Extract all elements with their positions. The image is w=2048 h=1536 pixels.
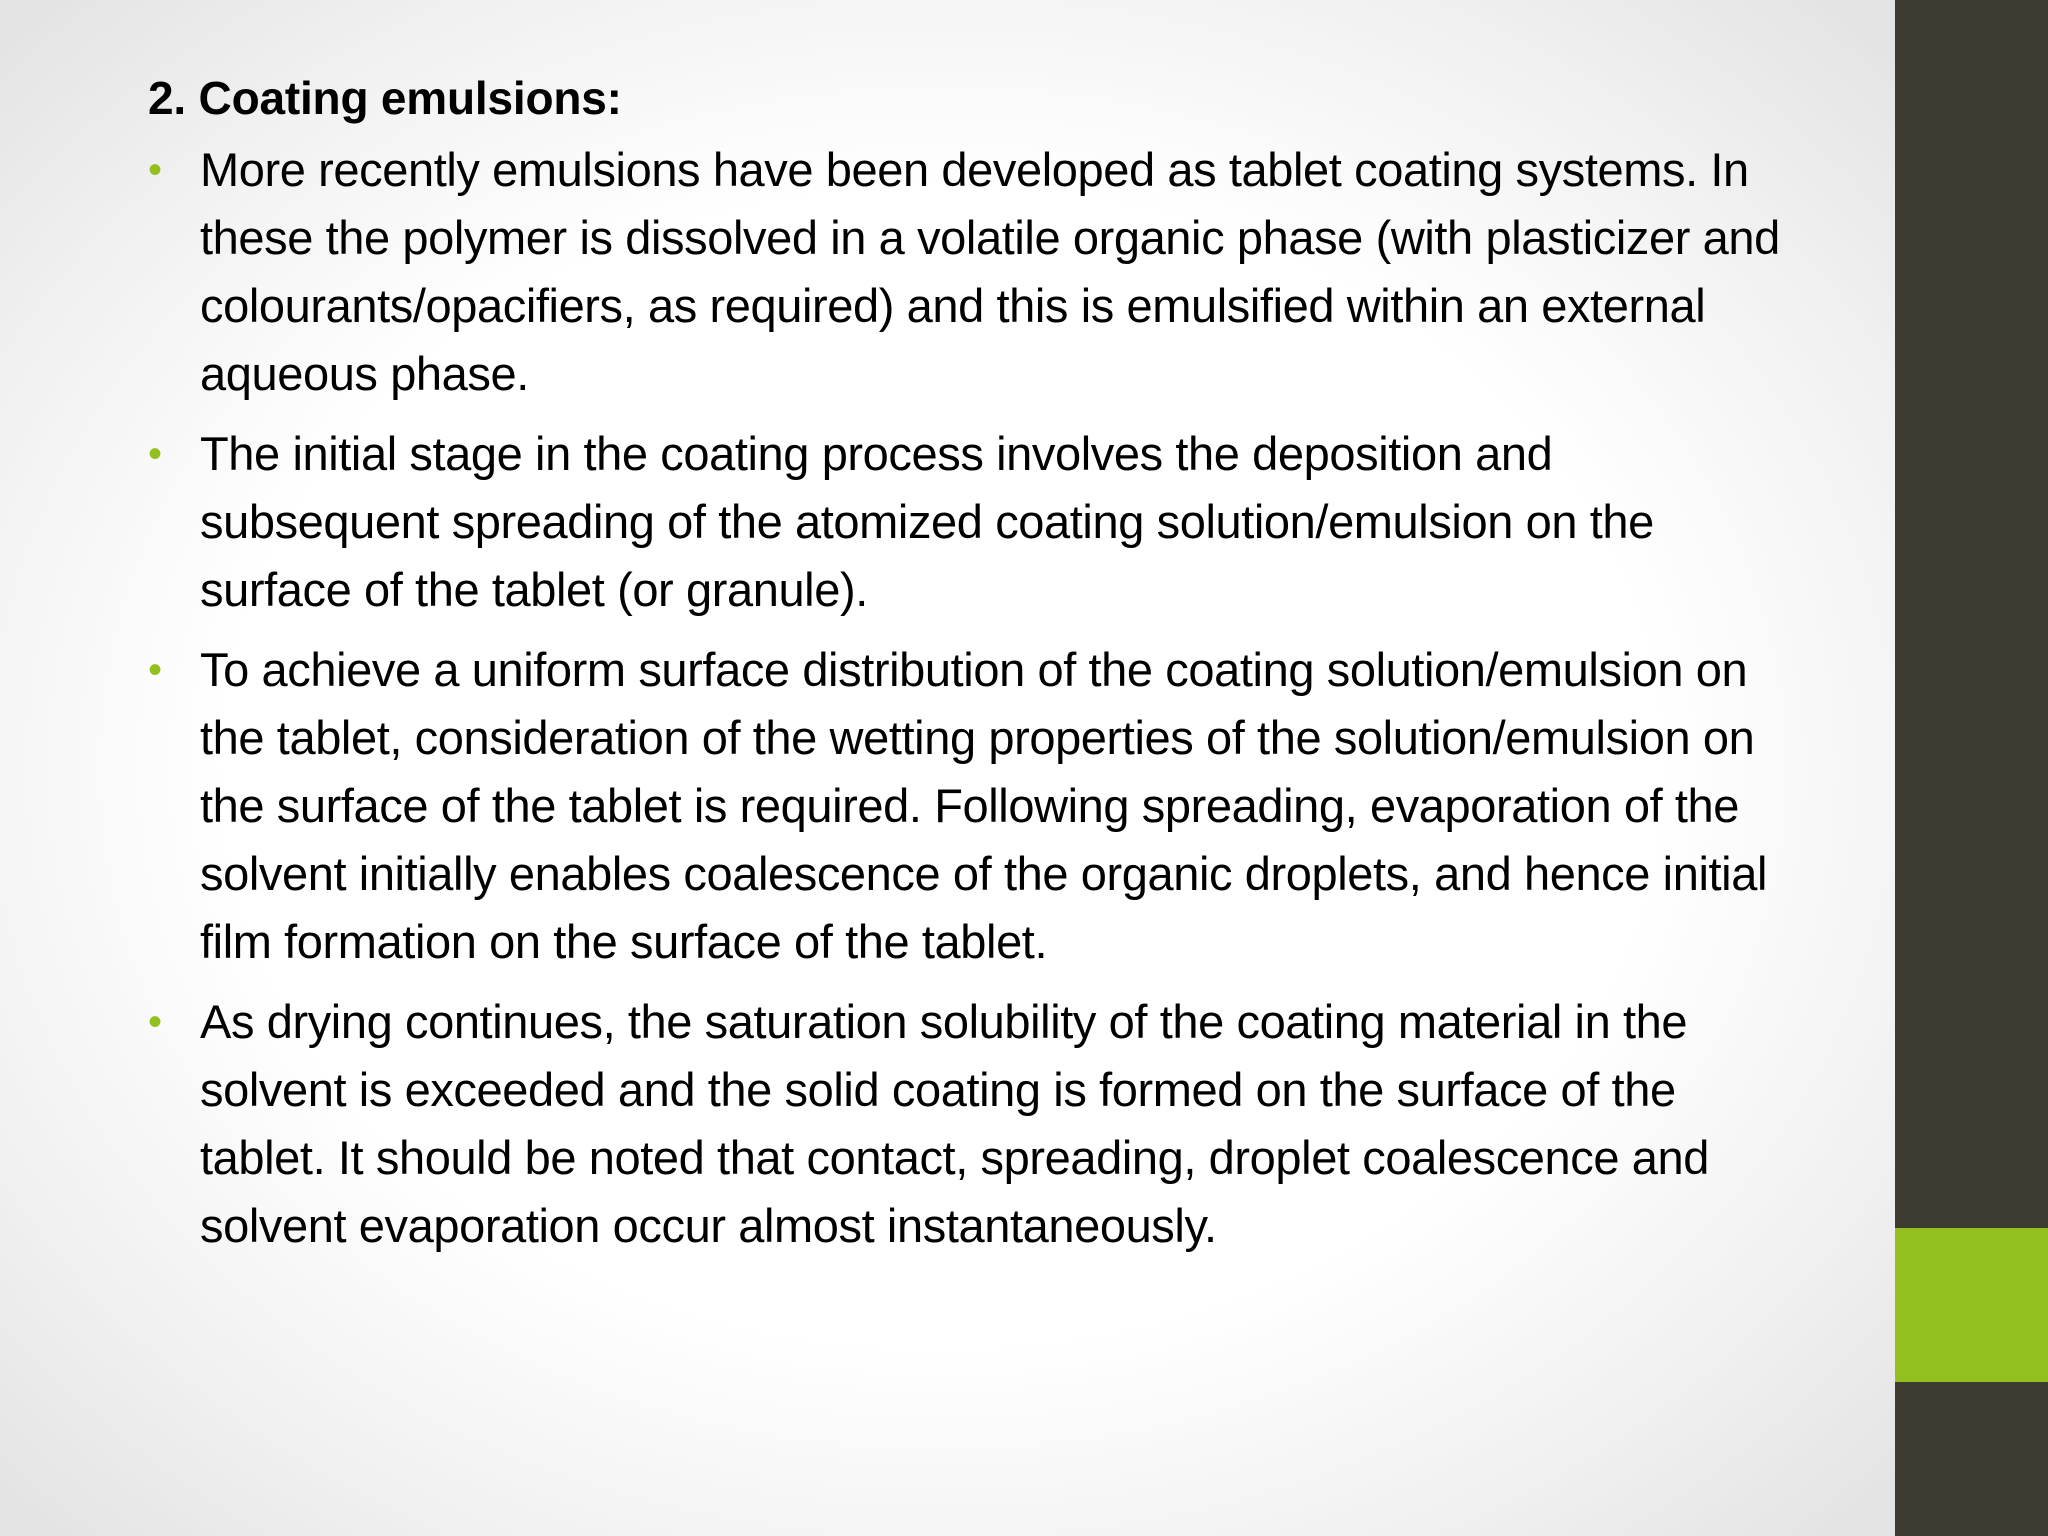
- sidebar-accent-block: [1895, 1228, 2048, 1382]
- bullet-text: To achieve a uniform surface distribution of the coating solution/emulsion on the tablet, consideration of the wetting properties of the solution/emulsion on the surface of the tablet is required. Following spreading, evaporation of the solvent initially enables coalescence of the organic droplets, and hence initial film formation on the surface of the tablet.: [200, 643, 1767, 968]
- slide-heading: 2. Coating emulsions:: [148, 72, 622, 124]
- bullet-item: [148, 420, 1788, 624]
- bullet-item: [148, 136, 1788, 408]
- bullet-item: [148, 988, 1788, 1260]
- bullet-list: [148, 136, 1788, 1260]
- slide-content: [148, 68, 1788, 1272]
- bullet-text: The initial stage in the coating process involves the deposition and subsequent spreading of the atomized coating solution/emulsion on the surface of the tablet (or granule).: [200, 427, 1654, 616]
- bullet-item: [148, 636, 1788, 976]
- bullet-dot-icon: •: [148, 432, 162, 476]
- bullet-dot-icon: •: [148, 648, 162, 692]
- bullet-text: More recently emulsions have been developed as tablet coating systems. In these the polymer is dissolved in a volatile organic phase (with plasticizer and colourants/opacifiers, as required) and this is emulsified within an external aqueous phase.: [200, 143, 1780, 400]
- bullet-dot-icon: •: [148, 1000, 162, 1044]
- bullet-text: As drying continues, the saturation solubility of the coating material in the solvent is exceeded and the solid coating is formed on the surface of the tablet. It should be noted that contact, spreading, droplet coalescence and solvent evaporation occur almost instantaneously.: [200, 995, 1709, 1252]
- bullet-dot-icon: •: [148, 148, 162, 192]
